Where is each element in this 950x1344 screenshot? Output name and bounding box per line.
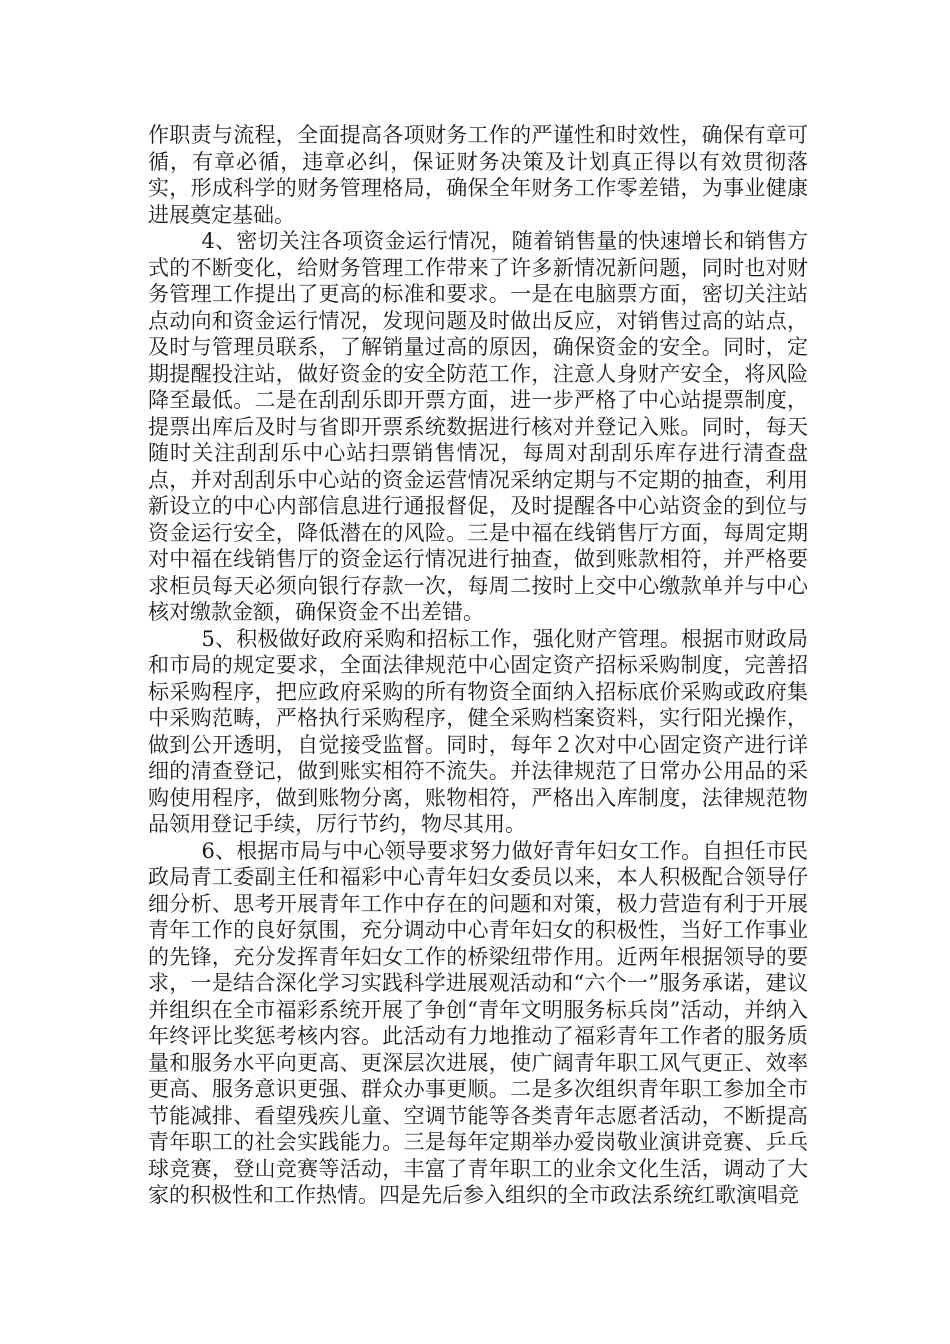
document-body: [148, 122, 808, 1209]
paragraph-item-6: 6、根据市局与中心领导要求努力做好青年妇女工作。自担任市民政局青工委副主任和福彩中心青年妇女委员以来，本人积极配合领导仔细分析、思考开展青年工作中存在的问题和对策，极力营造有利于开展青年工作的良好氛围，充分调动中心青年妇女的积极性，当好工作事业的先锋，充分发挥青年妇女工作的桥梁纽带作用。近两年根据领导的要求，一是结合深化学习实践科学进展观活动和“六个一”服务承诺，建议并组织在全市福彩系统开展了争创“青年文明服务标兵岗”活动，并纳入年终评比奖惩考核内容。此活动有力地推动了福彩青年工作者的服务质量和服务水平向更高、更深层次进展，使广阔青年职工风气更正、效率更高、服务意识更强、群众办事更顺。二是多次组织青年职工参加全市节能减排、看望残疾儿童、空调节能等各类青年志愿者活动，不断提高青年职工的社会实践能力。三是每年定期举办爱岗敬业演讲竞赛、乒乓球竞赛，登山竞赛等活动，丰富了青年职工的业余文化生活，调动了大家的积极性和工作热情。四是先后参入组织的全市政法系统红歌演唱竞: [148, 838, 808, 1207]
paragraph-item-5: 5、积极做好政府采购和招标工作，强化财产管理。根据市财政局和市局的规定要求，全面法律规范中心固定资产招标采购制度，完善招标采购程序，把应政府采购的所有物资全面纳入招标底价采购或政府集中采购范畴，严格执行采购程序，健全采购档案资料，实行阳光操作，做到公开透明，自觉接受监督。同时，每年２次对中心固定资产进行详细的清查登记，做到账实相符不流失。并法律规范了日常办公用品的采购使用程序，做到账物分离，账物相符，严格出入库制度，法律规范物品领用登记手续，厉行节约，物尽其用。: [148, 626, 808, 836]
paragraph-continuation: 作职责与流程，全面提高各项财务工作的严谨性和时效性，确保有章可循，有章必循，违章必纠，保证财务决策及计划真正得以有效贯彻落实，形成科学的财务管理格局，确保全年财务工作零差错，为事业健康进展奠定基础。: [148, 123, 808, 227]
paragraph-item-4: 4、密切关注各项资金运行情况，随着销售量的快速增长和销售方式的不断变化，给财务管理工作带来了许多新情况新问题，同时也对财务管理工作提出了更高的标准和要求。一是在电脑票方面，密切关注站点动向和资金运行情况，发现问题及时做出反应，对销售过高的站点，及时与管理员联系，了解销量过高的原因，确保资金的安全。同时，定期提醒投注站，做好资金的安全防范工作，注意人身财产安全，将风险降至最低。二是在刮刮乐即开票方面，进一步严格了中心站提票制度，提票出库后及时与省即开票系统数据进行核对并登记入账。同时，每天随时关注刮刮乐中心站扫票销售情况，每周对刮刮乐库存进行清查盘点，并对刮刮乐中心站的资金运营情况采纳定期与不定期的抽查，利用新设立的中心内部信息进行通报督促，及时提醒各中心站资金的到位与资金运行安全，降低潜在的风险。三是中福在线销售厅方面，每周定期对中福在线销售厅的资金运行情况进行抽查，做到账款相符，并严格要求柜员每天必须向银行存款一次，每周二按时上交中心缴款单并与中心核对缴款金额，确保资金不出差错。: [148, 229, 808, 624]
